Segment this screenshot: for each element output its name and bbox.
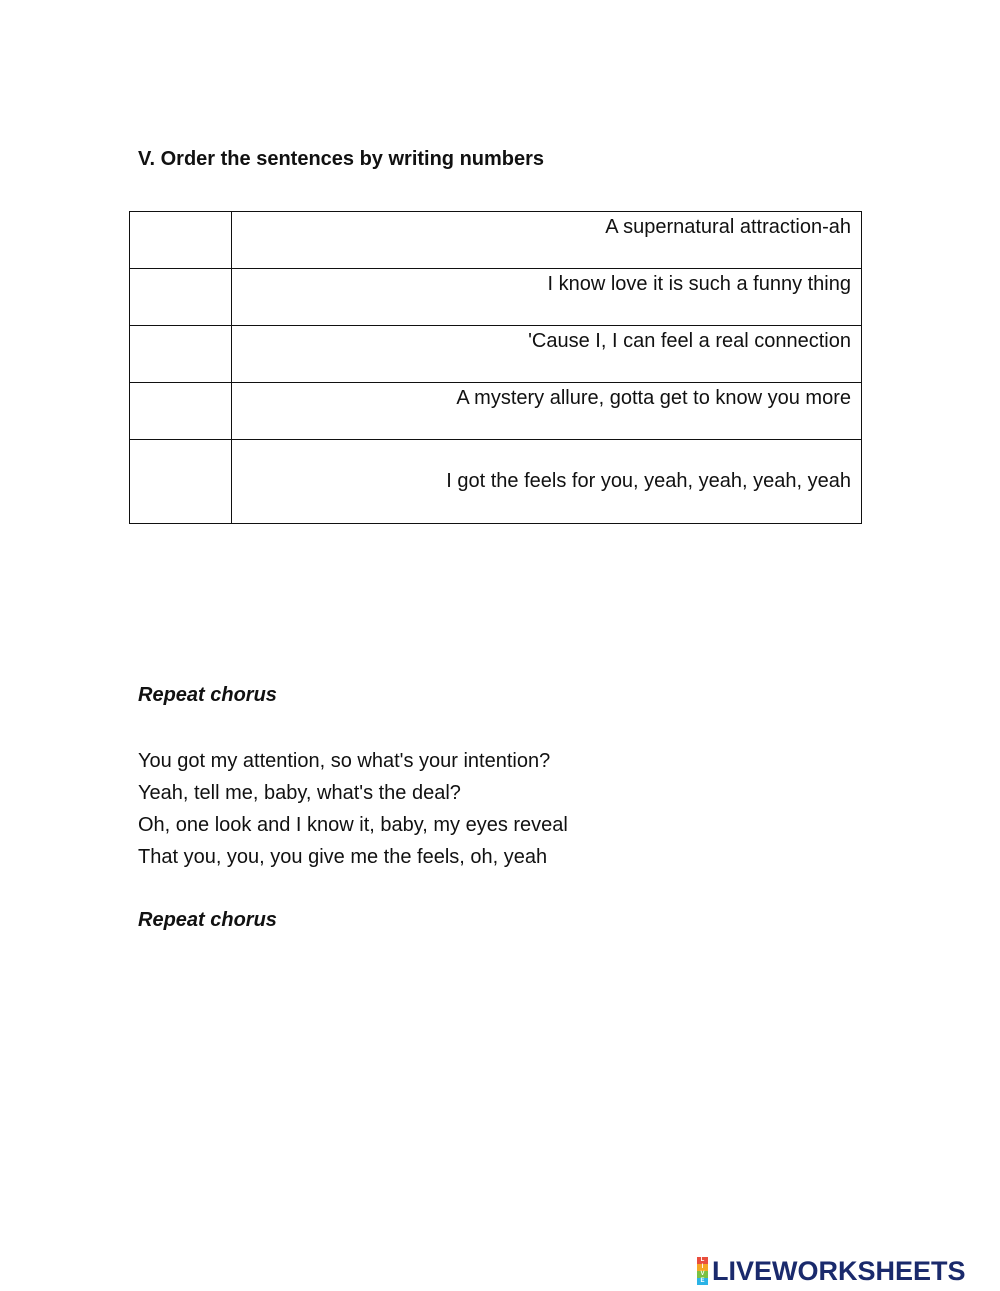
answer-input-4[interactable]: [130, 383, 231, 439]
answer-input-2[interactable]: [130, 269, 231, 325]
logo-mark-letter: I: [697, 1264, 708, 1271]
table-row: [130, 440, 862, 524]
order-table: [129, 211, 862, 524]
lyric-line: You got my attention, so what's your intention?: [138, 750, 551, 772]
table-row: [130, 269, 862, 326]
sentence-cell: A mystery allure, gotta get to know you more: [232, 383, 862, 440]
sentence-cell: I got the feels for you, yeah, yeah, yeah, yeah: [232, 440, 862, 524]
repeat-chorus-heading: Repeat chorus: [138, 909, 277, 931]
logo-mark-letter: E: [697, 1278, 708, 1285]
lyrics-block: [138, 745, 568, 873]
page-title: V. Order the sentences by writing numbers: [138, 148, 545, 170]
logo-text: LIVEWORKSHEETS: [712, 1255, 966, 1286]
logo-mark-icon: [697, 1257, 708, 1285]
answer-cell[interactable]: [130, 269, 232, 326]
answer-input-5[interactable]: [130, 440, 231, 523]
table-row: [130, 383, 862, 440]
lyric-line: That you, you, you give me the feels, oh, yeah: [138, 846, 548, 868]
lyric-line: Oh, one look and I know it, baby, my eyes reveal: [138, 814, 568, 836]
answer-input-3[interactable]: [130, 326, 231, 382]
table-row: [130, 212, 862, 269]
lyric-line: Yeah, tell me, baby, what's the deal?: [138, 782, 461, 804]
sentence-cell: 'Cause I, I can feel a real connection: [232, 326, 862, 383]
logo-mark-letter: L: [697, 1257, 708, 1264]
answer-cell[interactable]: [130, 212, 232, 269]
answer-cell[interactable]: [130, 440, 232, 524]
liveworksheets-logo: [697, 1256, 966, 1286]
answer-cell[interactable]: [130, 326, 232, 383]
sentence-cell: A supernatural attraction-ah: [232, 212, 862, 269]
sentence-cell: I know love it is such a funny thing: [232, 269, 862, 326]
table-row: [130, 326, 862, 383]
logo-mark-letter: V: [697, 1271, 708, 1278]
answer-input-1[interactable]: [130, 212, 231, 268]
repeat-chorus-heading: Repeat chorus: [138, 684, 277, 706]
answer-cell[interactable]: [130, 383, 232, 440]
